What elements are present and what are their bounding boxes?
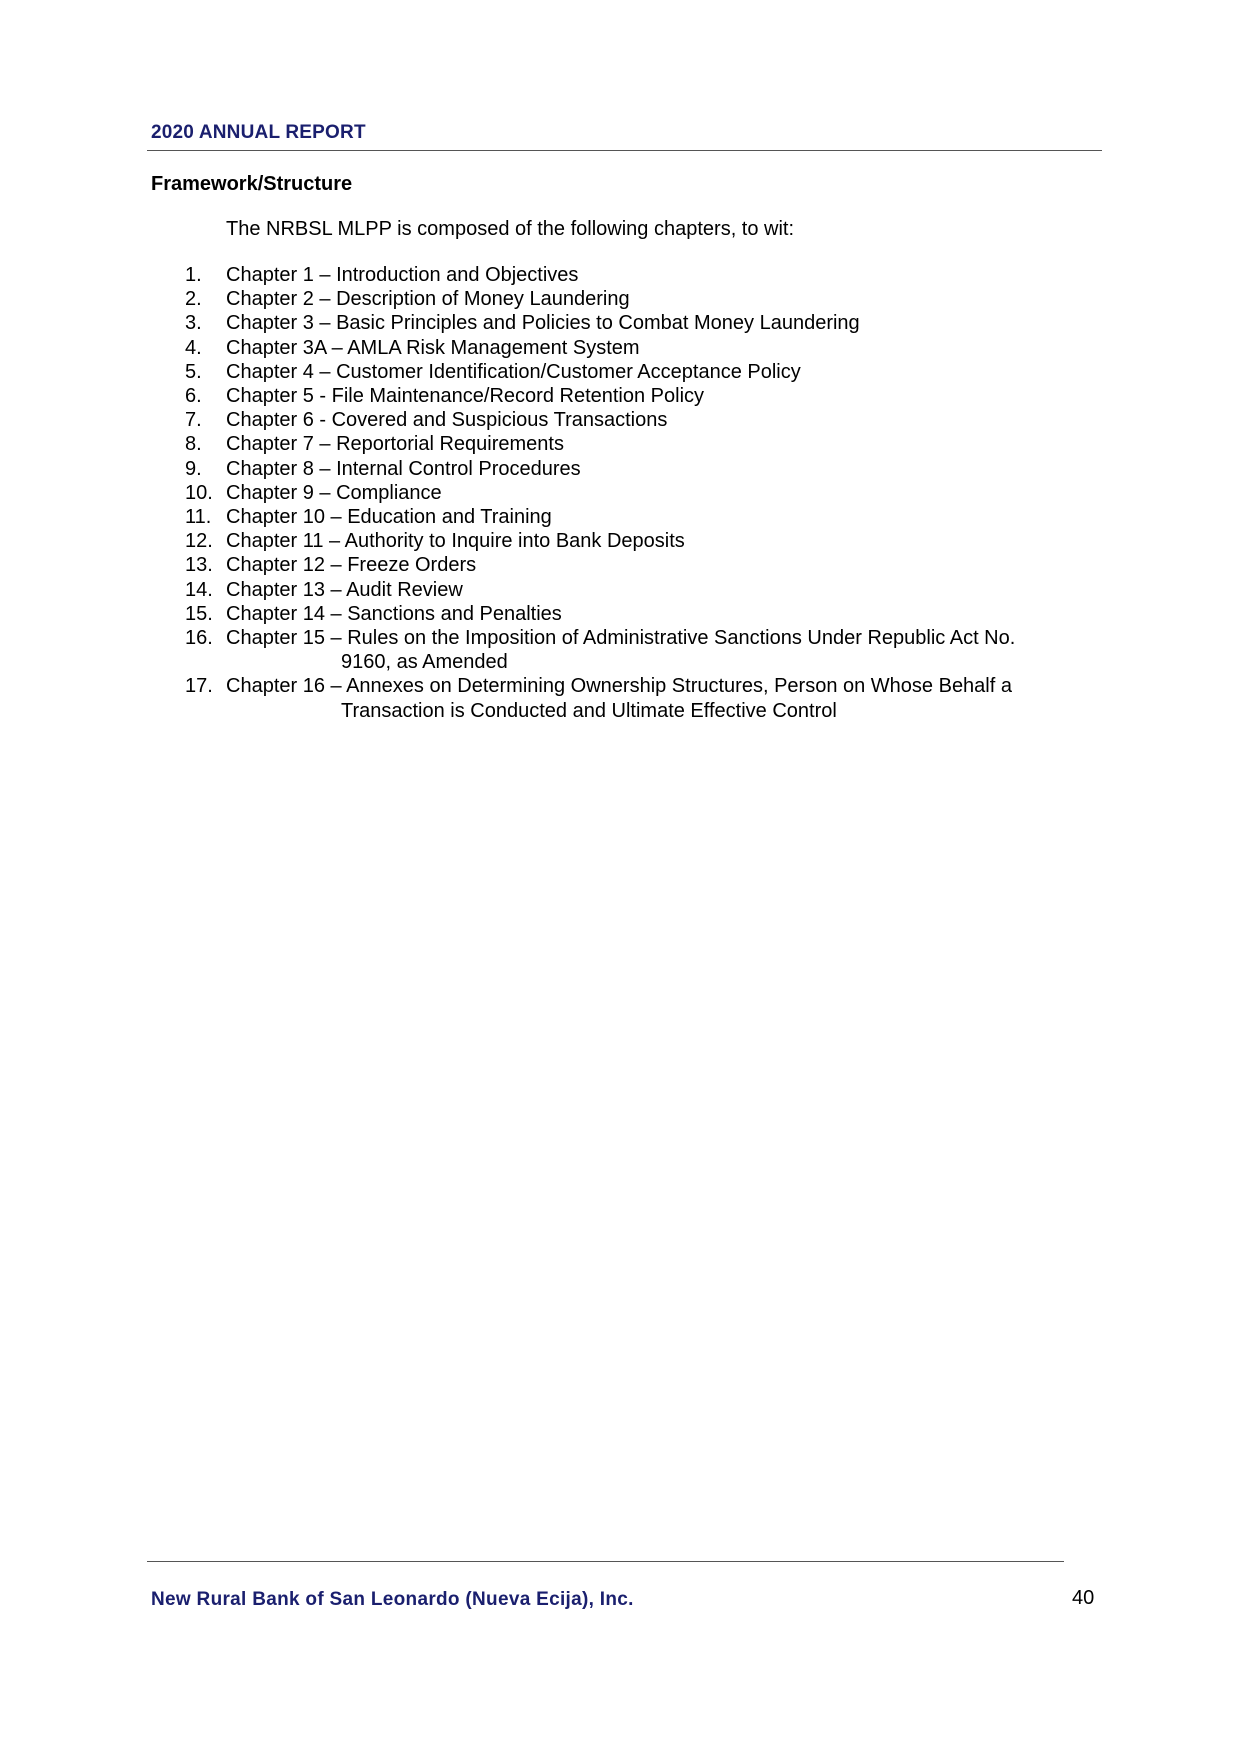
chapter-item xyxy=(185,360,1085,384)
chapter-title: Chapter 1 – Introduction and Objectives xyxy=(226,264,579,286)
chapter-list xyxy=(185,263,1085,723)
chapter-number: 5. xyxy=(185,360,202,383)
report-title: 2020 ANNUAL REPORT xyxy=(151,122,366,143)
chapter-number: 4. xyxy=(185,336,202,359)
chapter-number: 2. xyxy=(185,288,202,311)
chapter-title: Chapter 14 – Sanctions and Penalties xyxy=(226,602,562,625)
chapter-item xyxy=(185,481,1085,505)
chapter-item xyxy=(185,336,1085,360)
chapter-item xyxy=(185,457,1085,481)
chapter-title: Chapter 13 – Audit Review xyxy=(226,578,463,601)
chapter-title: Chapter 7 – Reportorial Requirements xyxy=(226,433,564,456)
chapter-number: 7. xyxy=(185,409,202,432)
chapter-item xyxy=(185,263,1085,287)
chapter-item xyxy=(185,529,1085,553)
chapter-item xyxy=(185,505,1085,529)
section-heading: Framework/Structure xyxy=(151,173,353,195)
chapter-title: Chapter 9 – Compliance xyxy=(226,481,442,504)
chapter-item xyxy=(185,602,1085,626)
chapter-number: 9. xyxy=(185,457,202,480)
chapter-item xyxy=(185,384,1085,408)
chapter-title-continuation: 9160, as Amended xyxy=(341,651,508,674)
chapter-number: 8. xyxy=(185,433,202,456)
chapter-title: Chapter 10 – Education and Training xyxy=(226,506,552,529)
chapter-item xyxy=(185,674,1085,722)
chapter-number: 13. xyxy=(185,554,213,577)
chapter-item xyxy=(185,432,1085,456)
chapter-title: Chapter 5 - File Maintenance/Record Retention Policy xyxy=(226,385,705,408)
chapter-title: Chapter 2 – Description of Money Laundering xyxy=(226,288,630,311)
chapter-number: 3. xyxy=(185,312,202,335)
chapter-number: 6. xyxy=(185,385,202,408)
chapter-title: Chapter 11 – Authority to Inquire into Bank Deposits xyxy=(226,530,685,553)
chapter-number: 15. xyxy=(185,602,213,625)
chapter-title: Chapter 8 – Internal Control Procedures xyxy=(226,457,581,480)
intro-paragraph: The NRBSL MLPP is composed of the following chapters, to wit: xyxy=(226,218,795,240)
chapter-title: Chapter 4 – Customer Identification/Customer Acceptance Policy xyxy=(226,360,801,383)
chapter-number: 16. xyxy=(185,627,213,650)
chapter-title: Chapter 3 – Basic Principles and Policies to Combat Money Laundering xyxy=(226,312,860,335)
chapter-title-continuation: Transaction is Conducted and Ultimate Effective Control xyxy=(341,699,837,722)
chapter-title: Chapter 6 - Covered and Suspicious Transactions xyxy=(226,409,668,432)
chapter-number: 17. xyxy=(185,675,213,698)
chapter-number: 12. xyxy=(185,530,213,553)
chapter-item xyxy=(185,626,1085,674)
chapter-item xyxy=(185,553,1085,577)
chapter-title: Chapter 3A – AMLA Risk Management System xyxy=(226,336,640,359)
chapter-title: Chapter 16 – Annexes on Determining Ownership Structures, Person on Whose Behalf a xyxy=(226,675,1012,698)
chapter-title: Chapter 12 – Freeze Orders xyxy=(226,554,477,577)
chapter-item xyxy=(185,287,1085,311)
chapter-number: 11. xyxy=(185,506,212,529)
page-number: 40 xyxy=(1072,1587,1095,1609)
chapter-item xyxy=(185,311,1085,335)
footer-divider xyxy=(147,1561,1064,1562)
chapter-item xyxy=(185,578,1085,602)
chapter-number: 14. xyxy=(185,578,213,601)
header-divider xyxy=(147,150,1102,151)
chapter-number: 1. xyxy=(185,264,202,286)
chapter-title: Chapter 15 – Rules on the Imposition of Administrative Sanctions Under Republic Act No. xyxy=(226,627,1016,650)
chapter-item xyxy=(185,408,1085,432)
chapter-number: 10. xyxy=(185,481,213,504)
bank-name: New Rural Bank of San Leonardo (Nueva Ecija), Inc. xyxy=(151,1589,634,1610)
